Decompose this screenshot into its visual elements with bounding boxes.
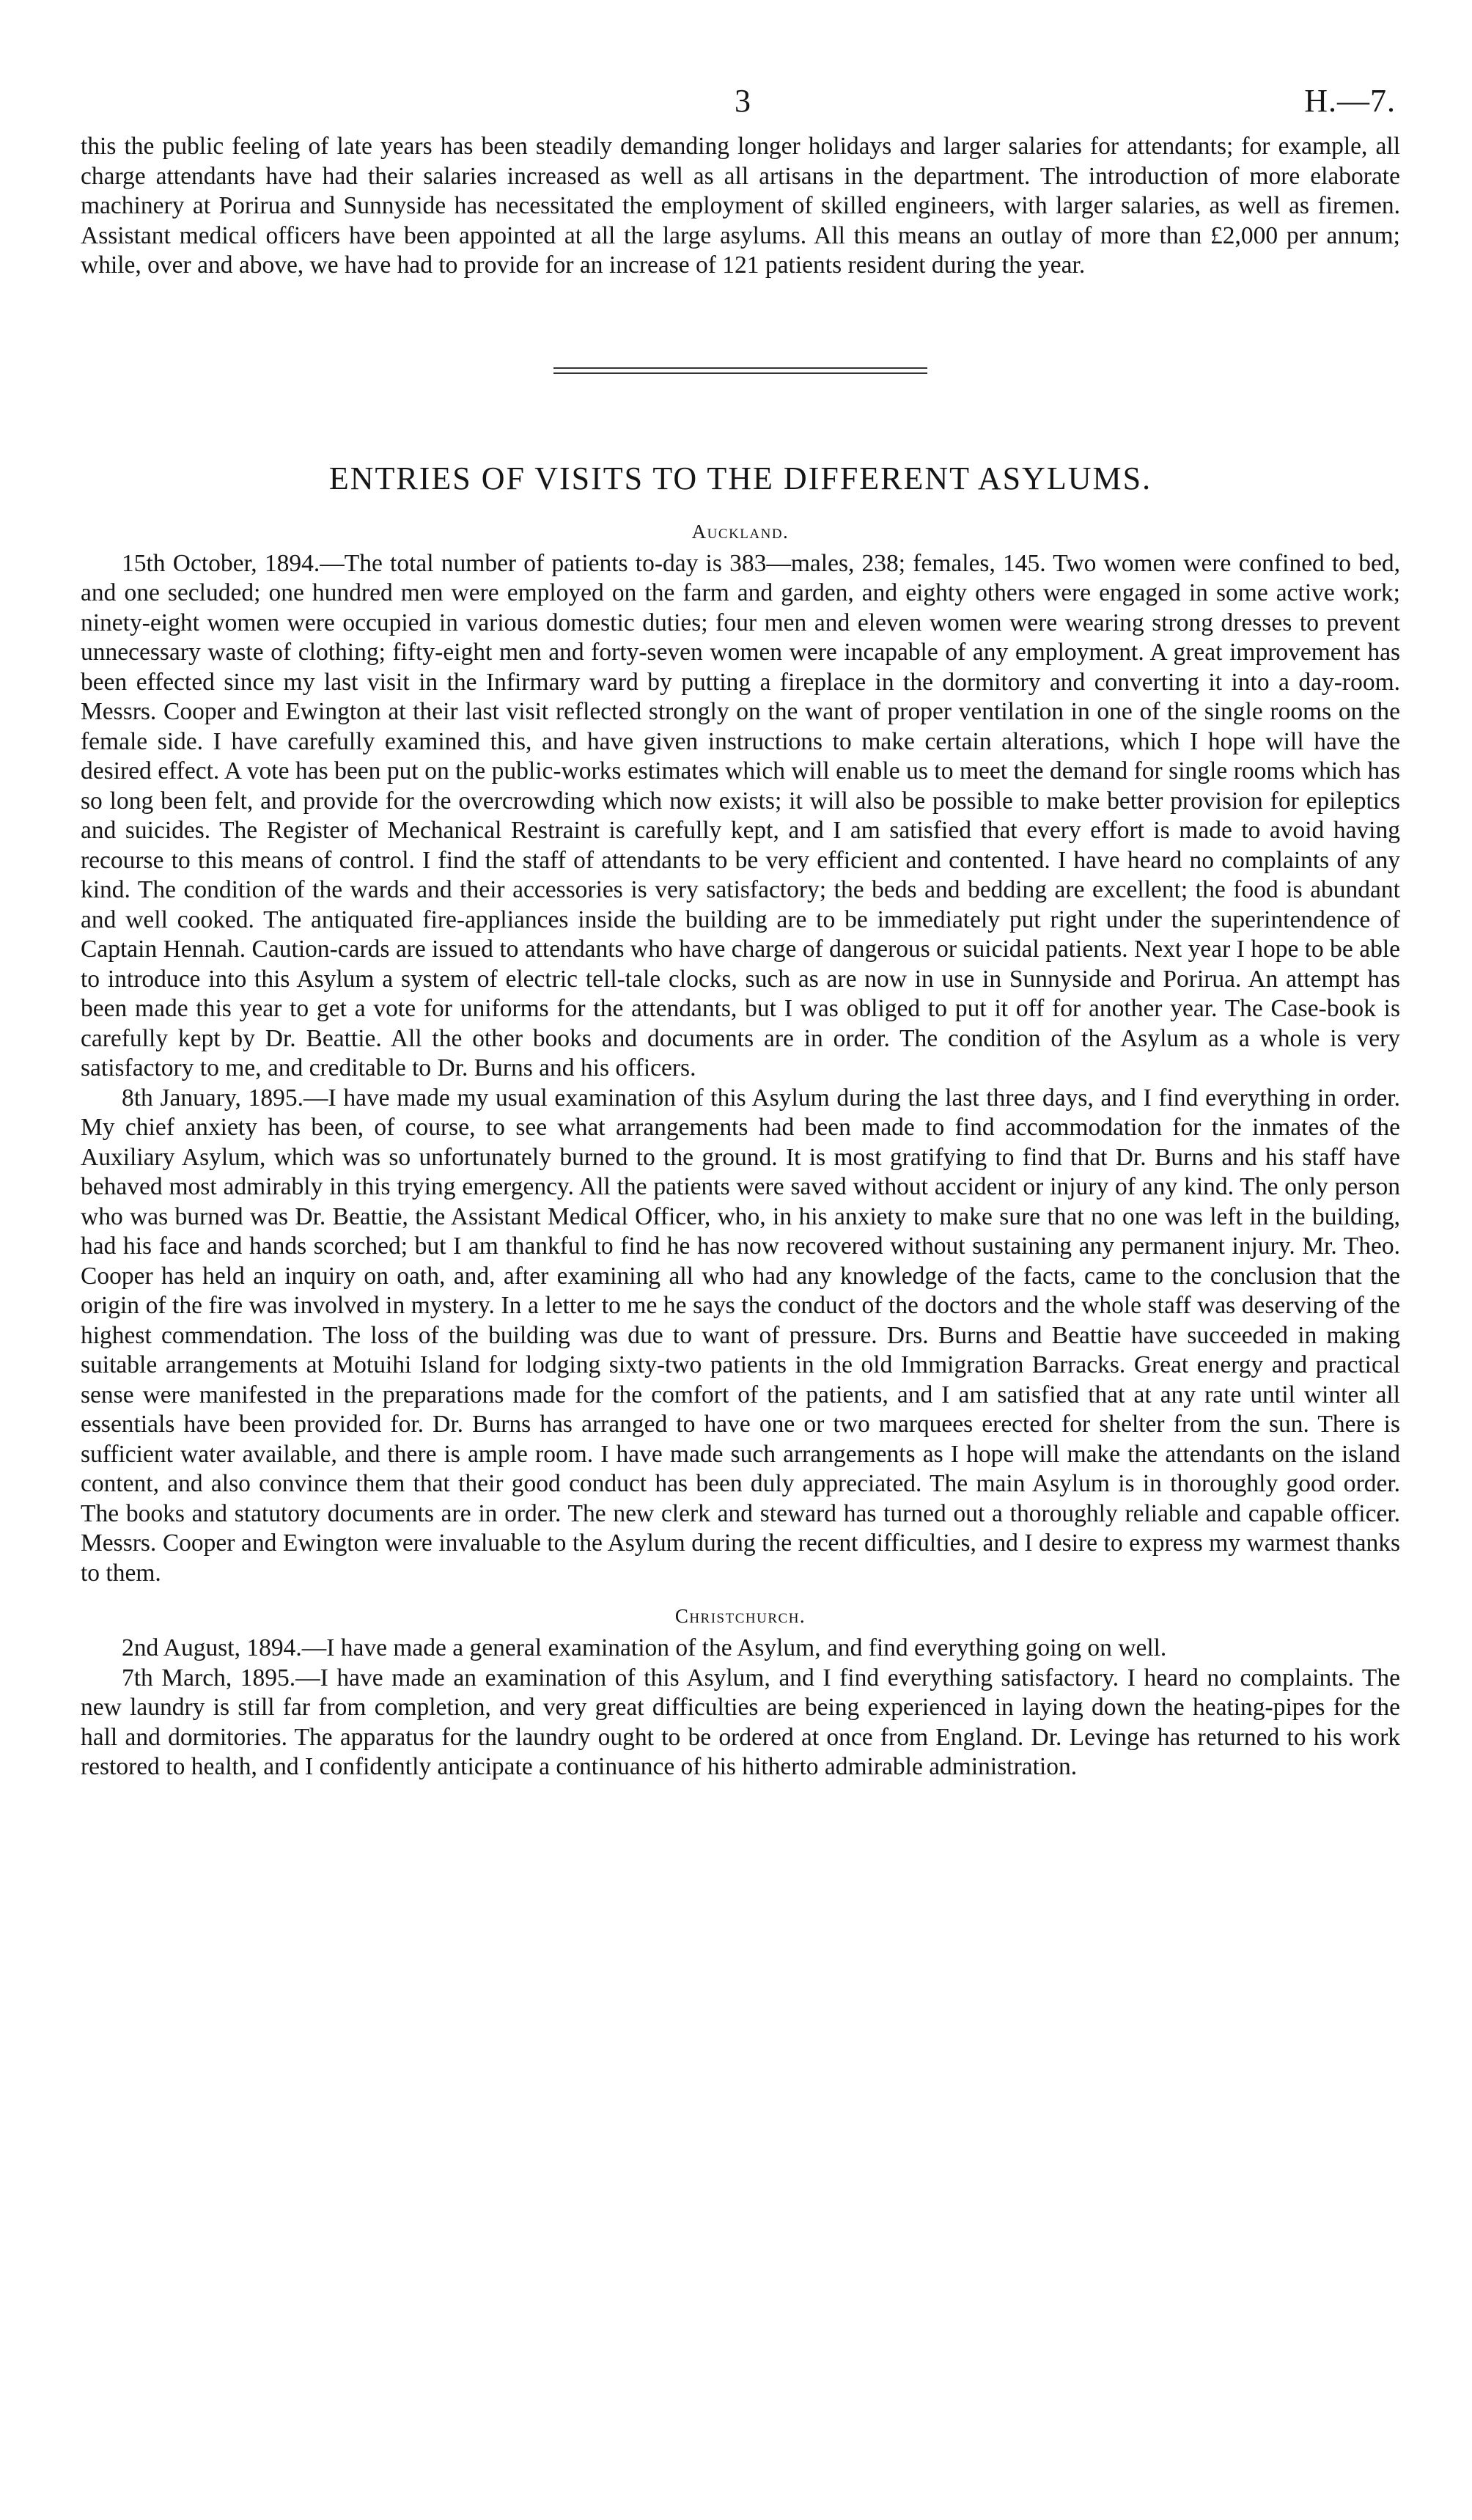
divider-rule-top — [553, 367, 927, 369]
entry-auckland-1895-01-08: 8th January, 1895.—I have made my usual examination of this Asylum during the last three days, and I find everything in order. My chief anxiety has been, of course, to see what arrangements had been made to find accommodation for the inmates of the Auxiliary Asylum, which was so unfortunately burned to the ground. It is most gratifying to find that Dr. Burns and his staff have behaved most admirably in this trying emergency. All the patients were saved without accident or injury of any kind. The only person who was burned was Dr. Beattie, the Assistant Medical Officer, who, in his anxiety to make sure that no one was left in the building, had his face and hands scorched; but I am thankful to find he has now recovered without sustaining any permanent injury. Mr. Theo. Cooper has held an inquiry on oath, and, after examining all who had any knowledge of the facts, came to the conclusion that the origin of the fire was involved in mystery. In a letter to me he says the conduct of the doctors and the whole staff was deserving of the highest commendation. The loss of the building was due to want of pressure. Drs. Burns and Beattie have succeeded in making suitable arrangements at Motuihi Island for lodging sixty-two patients in the old Immigration Barracks. Great energy and practical sense were manifested in the preparations made for the comfort of the patients, and I am satisfied that at any rate until winter all essentials have been provided for. Dr. Burns has arranged to have one or two marquees erected for shelter from the sun. There is sufficient water available, and there is ample room. I have made such arrangements as I hope will make the attendants on the island content, and also convince them that their good conduct has been duly appreciated. The main Asylum is in thoroughly good order. The books and statutory documents are in order. The new clerk and steward has turned out a thoroughly reliable and capable officer. Messrs. Cooper and Ewington were invaluable to the Asylum during the recent difficulties, and I desire to express my warmest thanks to them. — [81, 1084, 1400, 1587]
document-reference: H.—7. — [1304, 83, 1396, 119]
page-number: 3 — [735, 83, 751, 119]
section-heading-christchurch: Christchurch. — [674, 1605, 806, 1628]
intro-paragraph: this the public feeling of late years has been steadily demanding longer holidays and larger salaries for attendants; for example, all charge attendants have had their salaries increased as well as all artisans in the department. The introduction of more elaborate machinery at Porirua and Sunnyside has necessitated the employment of skilled engineers, with larger salaries, as well as firemen. Assistant medical officers have been appointed at all the large asylums. All this means an outlay of more than £2,000 per annum; while, over and above, we have had to provide for an increase of 121 patients resident during the year. — [81, 133, 1400, 279]
page-header — [81, 66, 1400, 132]
entry-christchurch-1895-03-07: 7th March, 1895.—I have made an examination of this Asylum, and I find everything satisfactory. I heard no complaints. The new laundry is still far from completion, and very great difficulties are being experienced in laying down the heating-pipes for the hall and dormitories. The apparatus for the laundry ought to be ordered at once from England. Dr. Levinge has returned to his work restored to health, and I confidently anticipate a continuance of his hitherto admirable administration. — [81, 1664, 1400, 1781]
divider-rule-bottom — [553, 372, 927, 374]
entry-christchurch-1894-08-02: 2nd August, 1894.—I have made a general examination of the Asylum, and find everything going on well. — [122, 1634, 1167, 1662]
entry-auckland-1894-10-15: 15th October, 1894.—The total number of patients to-day is 383—males, 238; females, 145. Two women were confined to bed, and one secluded; one hundred men were employed on the farm and garden, and eighty others were engaged in some active work; ninety-eight women were occupied in various domestic duties; four men and eleven women were wearing strong dresses to prevent unnecessary waste of clothing; fifty-eight men and forty-seven women were incapable of any employment. A great improvement has been effected since my last visit in the Infirmary ward by putting a fireplace in the dormitory and converting it into a day-room. Messrs. Cooper and Ewington at their last visit reflected strongly on the want of proper ventilation in one of the single rooms on the female side. I have carefully examined this, and have given instructions to make certain alterations, which I hope will have the desired effect. A vote has been put on the public-works estimates which will enable us to meet the demand for single rooms which has so long been felt, and provide for the overcrowding which now exists; it will also be possible to make better provision for epileptics and suicides. The Register of Mechanical Restraint is carefully kept, and I am satisfied that every effort is made to avoid having recourse to this means of control. I find the staff of attendants to be very efficient and contented. I have heard no complaints of any kind. The condition of the wards and their accessories is very satisfactory; the beds and bedding are excellent; the food is abundant and well cooked. The antiquated fire-appliances inside the building are to be immediately put right under the superintendence of Captain Hennah. Caution-cards are issued to attendants who have charge of dangerous or suicidal patients. Next year I hope to be able to introduce into this Asylum a system of electric tell-tale clocks, such as are now in use in Sunnyside and Porirua. An attempt has been made this year to get a vote for uniforms for the attendants, but I was obliged to put it off for another year. The Case-book is carefully kept by Dr. Beattie. All the other books and documents are in order. The condition of the Asylum as a whole is very satisfactory to me, and creditable to Dr. Burns and his officers. — [81, 549, 1400, 1082]
document-page — [81, 66, 1400, 1782]
section-heading-auckland: Auckland. — [691, 520, 790, 543]
main-title: ENTRIES OF VISITS TO THE DIFFERENT ASYLUMS. — [328, 460, 1152, 496]
